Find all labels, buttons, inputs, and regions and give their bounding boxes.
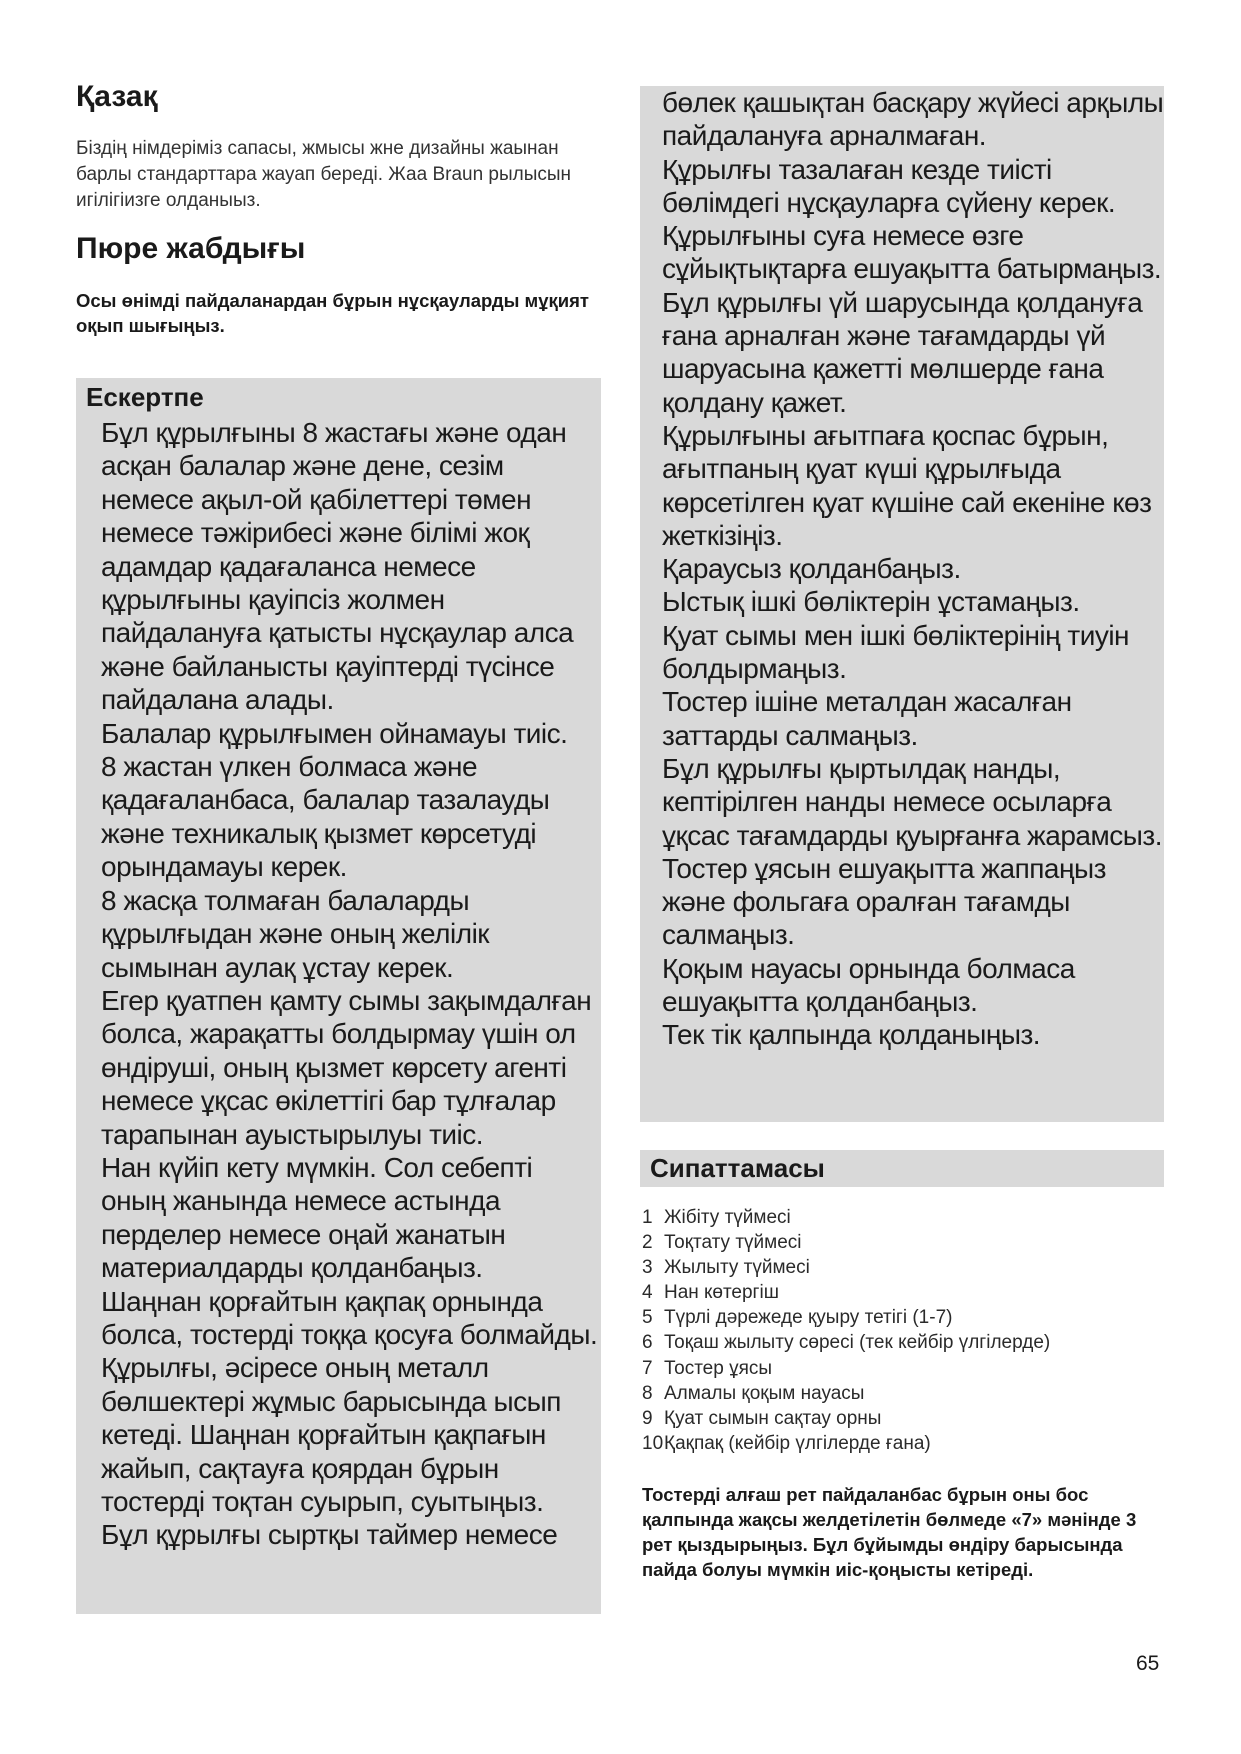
list-item bbox=[642, 1406, 1162, 1431]
part-label: Алмалы қоқым науасы bbox=[664, 1382, 865, 1404]
warning-item: 8 жасқа толмаған балаларды құрылғыдан және оның желілік сымынан аулақ ұстау керек. bbox=[101, 884, 490, 983]
part-label: Тостер ұясы bbox=[664, 1357, 773, 1379]
warning-item: Құрылғы тазалаған кезде тиісті бөлімдегі нұсқауларға сүйену керек. bbox=[662, 153, 1116, 218]
part-number: 2 bbox=[642, 1232, 653, 1254]
list-item bbox=[642, 1330, 1162, 1355]
parts-list bbox=[642, 1205, 1162, 1456]
part-label: Түрлі дәрежеде қуыру тетігі (1-7) bbox=[664, 1307, 953, 1329]
list-item bbox=[642, 1381, 1162, 1406]
list-item bbox=[642, 1305, 1162, 1330]
list-item bbox=[642, 1230, 1162, 1255]
part-label: Тоқаш жылыту сөресі (тек кейбір үлгілерде) bbox=[664, 1332, 1051, 1354]
part-label: Қақпақ (кейбір үлгілерде ғана) bbox=[664, 1432, 931, 1454]
warning-item: Тостер ұясын ешуақытта жаппаңыз және фольгаға оралған тағамды салмаңыз. bbox=[662, 852, 1106, 951]
warning-item: Бұл құрылғы қыртылдақ нанды, кептірілген нанды немесе осыларға ұқсас тағамдарды қуырғанға жарамсыз. bbox=[662, 752, 1162, 851]
read-instructions-notice: Осы өнімді пайдаланардан бұрын нұсқауларды мұқият оқып шығыңыз. bbox=[76, 290, 589, 336]
intro-section bbox=[76, 80, 601, 338]
list-item bbox=[642, 1356, 1162, 1381]
part-label: Тоқтату түймесі bbox=[664, 1232, 802, 1254]
warning-item: Құрылғы, әсіресе оның металл бөлшектері жұмыс барысында ысып кетеді. Шаңнан қорғайтын қақпағын жайып, сақтауға қоярдан бұрын тостерді тоқтан суырып, суытыңыз. bbox=[101, 1352, 561, 1517]
part-number: 10 bbox=[642, 1432, 664, 1454]
warning-item: Құрылғыны ағытпаға қоспас бұрын, ағытпаның қуат күші құрылғыда көрсетілген қуат күшіне сай екеніне көз жеткізіңіз. bbox=[662, 419, 1152, 551]
description-heading: Сипаттамасы bbox=[650, 1153, 825, 1183]
warning-item: Қараусыз қолданбаңыз. bbox=[662, 553, 961, 585]
part-number: 1 bbox=[642, 1207, 653, 1228]
warning-item: Тек тік қалпында қолданыңыз. bbox=[662, 1019, 1041, 1051]
part-number: 5 bbox=[642, 1307, 653, 1329]
page-number: 65 bbox=[1136, 1652, 1160, 1675]
warning-item: Тостер ішіне металдан жасалған заттарды салмаңыз. bbox=[662, 686, 1072, 751]
warning-box bbox=[76, 378, 601, 1614]
intro-text: Біздің німдеріміз сапасы, жмысы жне дизайны жаынан барлы стандарттара жауап береді. Жаа Braun рылысын игілігіизге олданыыз. bbox=[76, 138, 572, 211]
part-number: 3 bbox=[642, 1257, 653, 1279]
part-number: 8 bbox=[642, 1382, 653, 1404]
warning-list-right bbox=[640, 86, 1164, 1052]
warning-item: Егер қуатпен қамту сымы зақымдалған болса, жарақатты болдырмау үшін ол өндіруші, оның қызмет көрсету агенті немесе ұқсас өкілеттігі бар тұлғалар тарапынан ауыстырылуы тиіс. bbox=[101, 984, 592, 1150]
warning-item: Нан күйіп кету мүмкін. Сол себепті оның жанында немесе астында перделер немесе оңай жанатын материалдарды қолданбаңыз. bbox=[101, 1151, 533, 1284]
warning-item: 8 жастан үлкен болмаса және қадағаланбаса, балалар тазалауды және техникалық қызмет көрсетуді орындамауы керек. bbox=[101, 751, 550, 883]
part-number: 7 bbox=[642, 1357, 653, 1379]
list-item bbox=[642, 1280, 1162, 1305]
product-title: Пюре жабдығы bbox=[76, 232, 306, 265]
warning-item: Бұл құрылғыны 8 жастағы және одан асқан балалар және дене, сезім немесе ақыл-ой қабілеттері төмен немесе тәжірибесі және білімі жоқ адамдар қадағаланса немесе құрылғыны қауіпсіз жолмен пайдалануға қатысты нұсқаулар алса және байланысты қауіптерді түсінсе пайдалана алады. bbox=[101, 417, 574, 716]
warning-item: Қоқым науасы орнында болмаса ешуақытта қолданбаңыз. bbox=[662, 952, 1075, 1018]
warning-item: Шаңнан қорғайтын қақпақ орнында болса, тостерді тоққа қосуға болмайды. bbox=[101, 1285, 598, 1350]
warning-item: бөлек қашықтан басқару жүйесі арқылы пайдалануға арналмаған. bbox=[662, 87, 1164, 152]
part-number: 6 bbox=[642, 1332, 653, 1354]
warning-heading: Ескертпе bbox=[86, 382, 204, 412]
warning-item: Құрылғыны суға немесе өзге сұйықтықтарға ешуақытта батырмаңыз. bbox=[662, 220, 1162, 285]
warning-item: Ыстық ішкі бөліктерін ұстамаңыз. bbox=[662, 586, 1080, 618]
part-label: Қуат сымын сақтау орны bbox=[664, 1407, 882, 1429]
description-header-bar bbox=[640, 1150, 1164, 1187]
warning-box-continued bbox=[640, 86, 1164, 1122]
part-label: Жылыту түймесі bbox=[664, 1257, 810, 1279]
warning-list-left bbox=[76, 416, 601, 1552]
list-item bbox=[642, 1205, 1162, 1230]
part-number: 9 bbox=[642, 1407, 653, 1429]
warning-item: Балалар құрылғымен ойнамауы тиіс. bbox=[101, 717, 568, 749]
part-label: Нан көтергіш bbox=[664, 1282, 779, 1304]
language-heading: Қазақ bbox=[76, 80, 158, 113]
warning-item: Бұл құрылғы үй шарусында қолдануға ғана арналған және тағамдарды үй шаруасына қажетті мөлшерде ғана қолдану қажет. bbox=[662, 286, 1143, 418]
warning-item: Қуат сымы мен ішкі бөліктерінің тиуін болдырмаңыз. bbox=[662, 619, 1130, 685]
part-label: Жібіту түймесі bbox=[664, 1207, 791, 1228]
list-item bbox=[642, 1431, 1162, 1456]
part-number: 4 bbox=[642, 1282, 653, 1304]
warning-item: Бұл құрылғы сыртқы таймер немесе bbox=[101, 1519, 558, 1551]
first-use-notice: Тостерді алғаш рет пайдаланбас бұрын оны бос қалпында жақсы желдетілетін бөлмеде «7» мәнінде 3 рет қыздырыңыз. Бұл бұйымды өндіру барысында пайда болуы мүмкін иіс-қоңысты кетіреді. bbox=[642, 1484, 1137, 1580]
list-item bbox=[642, 1255, 1162, 1280]
